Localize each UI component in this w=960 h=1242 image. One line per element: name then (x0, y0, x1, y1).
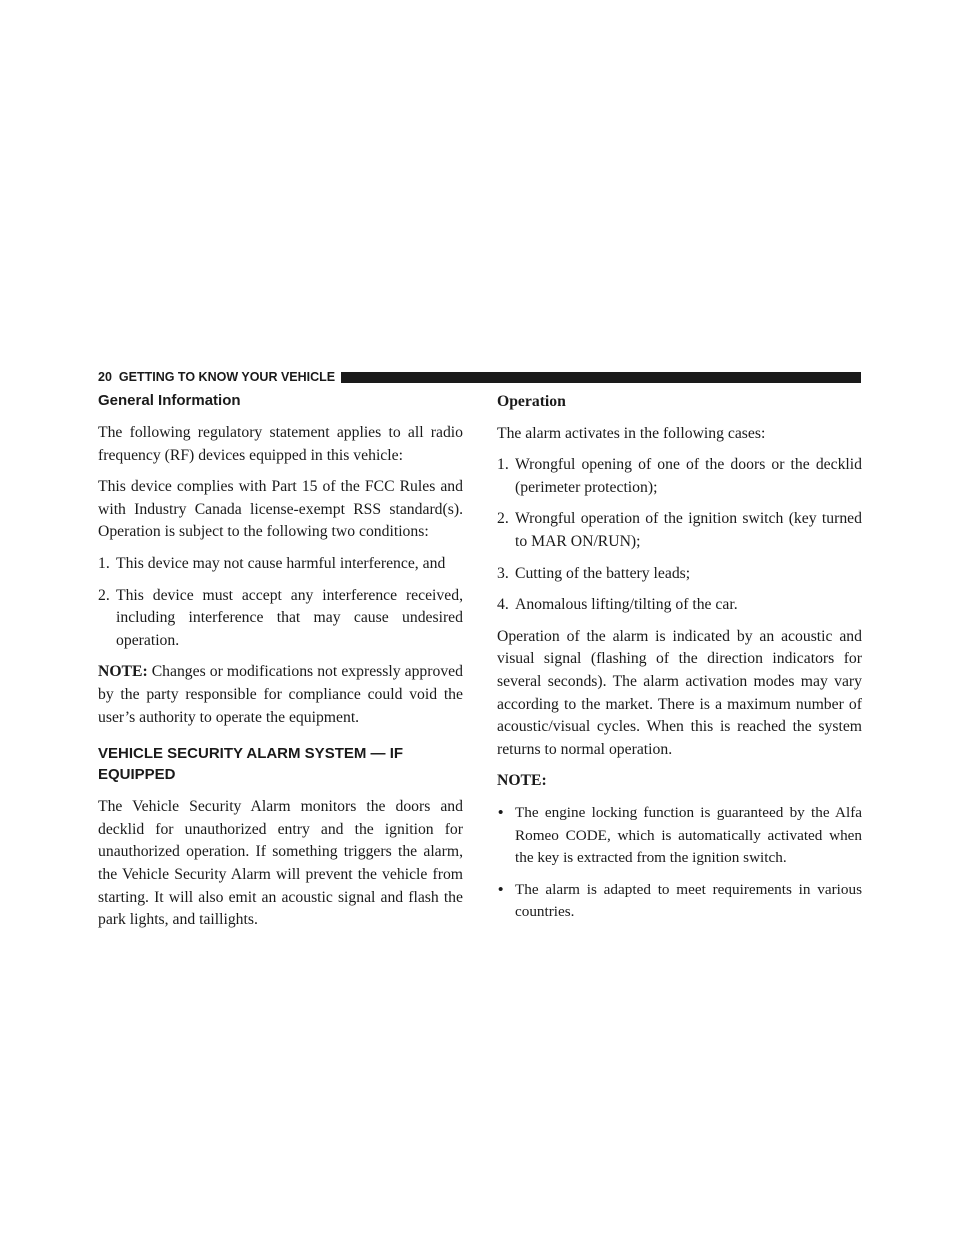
note-paragraph (98, 661, 463, 729)
list-item-text: Wrongful opening of one of the doors or the decklid (perimeter protection); (515, 456, 862, 496)
note-heading: NOTE: (497, 772, 547, 790)
page-number: 20 (98, 370, 112, 384)
alarm-description: The Vehicle Security Alarm monitors the doors and decklid for unauthorized entry and the ignition for unauthorized operation. If something triggers the alarm, the Vehicle Security Alarm will prevent the vehicle from starting. It will also emit an acoustic signal and flash the park lights, and taillights. (98, 798, 463, 929)
note-label: NOTE: (98, 663, 148, 681)
list-item (497, 879, 862, 924)
list-item-number: 4. (497, 596, 509, 614)
operation-description: Operation of the alarm is indicated by an acoustic and visual signal (flashing of the direction indicators for several seconds). The alarm activation modes may vary according to the market. There is a maximum number of acoustic/visual cycles. When this is reached the system returns to normal operation. (497, 627, 862, 758)
list-item-text: The engine locking function is guaranteed by the Alfa Romeo CODE, which is automatically activated when the key is extracted from the ignition switch. (515, 803, 862, 867)
list-item (98, 585, 463, 653)
regulatory-intro: The following regulatory statement applies to all radio frequency (RF) devices equipped in this vehicle: (98, 424, 463, 464)
right-column (497, 391, 862, 933)
list-item-number: 3. (497, 564, 509, 582)
fcc-compliance-text: This device complies with Part 15 of the FCC Rules and with Industry Canada license-exempt RSS standard(s). Operation is subject to the following two conditions: (98, 478, 463, 541)
list-item (497, 563, 862, 586)
conditions-list (98, 553, 463, 652)
list-item (497, 508, 862, 553)
list-item-text: Wrongful operation of the ignition switch (key turned to MAR ON/RUN); (515, 510, 862, 550)
list-item-text: Anomalous lifting/tilting of the car. (515, 596, 738, 614)
header-rule (341, 372, 861, 383)
list-item-text: Cutting of the battery leads; (515, 564, 691, 582)
list-item-number: 2. (497, 510, 509, 528)
list-item-text: This device may not cause harmful interference, and (116, 554, 446, 572)
list-item (497, 802, 862, 870)
activation-cases-list (497, 454, 862, 617)
general-information-heading: General Information (98, 392, 241, 409)
bullet-icon: • (498, 803, 504, 821)
section-title: GETTING TO KNOW YOUR VEHICLE (118, 370, 336, 384)
list-item-number: 2. (98, 586, 110, 604)
note-text: Changes or modifications not expressly approved by the party responsible for compliance could void the user’s authority to operate the equipment. (98, 663, 463, 726)
left-column (98, 391, 463, 941)
list-item (497, 594, 862, 617)
list-item-text: This device must accept any interference received, including interference that may cause undesired operation. (116, 586, 463, 649)
page-header (98, 367, 861, 387)
list-item-number: 1. (98, 554, 110, 572)
list-item-text: The alarm is adapted to meet requirements in various countries. (515, 880, 862, 921)
list-item (98, 553, 463, 576)
operation-intro: The alarm activates in the following cases: (497, 424, 766, 442)
alarm-system-heading: VEHICLE SECURITY ALARM SYSTEM — IF EQUIPPED (98, 745, 404, 784)
bullet-icon: • (498, 880, 504, 898)
notes-list (497, 802, 862, 924)
operation-heading: Operation (497, 393, 566, 410)
list-item (497, 454, 862, 499)
list-item-number: 1. (497, 456, 509, 474)
